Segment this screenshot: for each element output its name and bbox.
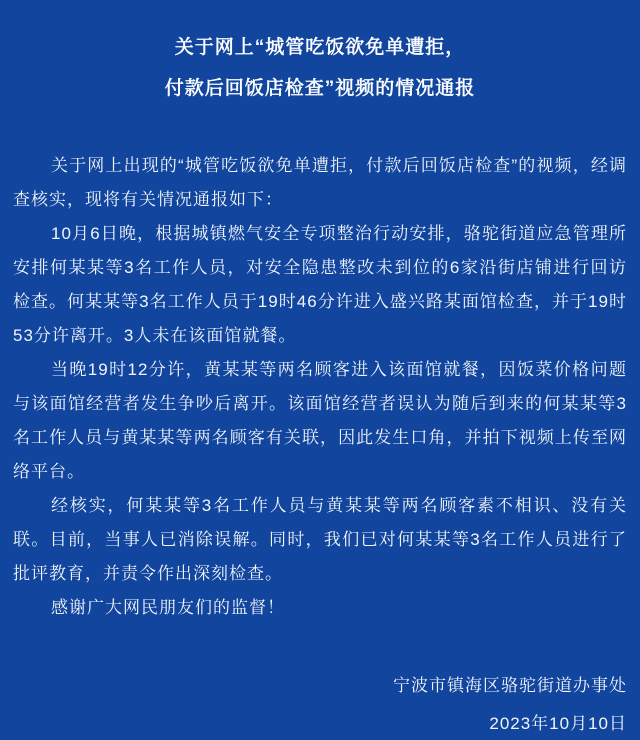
notice-title [0,0,640,109]
paragraph-inspection-details: 10月6日晚，根据城镇燃气安全专项整治行动安排，骆驼街道应急管理所安排何某某等3名工作人员，对安全隐患整改未到位的6家沿街店铺进行回访检查。何某某等3名工作人员于19时46分许进入盛兴路某面馆检查，并于19时53分许离开。3人未在该面馆就餐。 [13,224,627,345]
notice-signature [0,669,640,740]
paragraph-thanks: 感谢广大网民朋友们的监督！ [51,598,285,617]
notice-body [0,149,640,625]
paragraph-verification-result: 经核实，何某某等3名工作人员与黄某某等两名顾客素不相识、没有关联。目前，当事人已消除误解。同时，我们已对何某某等3名工作人员进行了批评教育，并责令作出深刻检查。 [13,496,627,583]
signature-issuer: 宁波市镇海区骆驼街道办事处 [393,676,627,695]
notice-title-line1: 关于网上“城管吃饭欲免单遭拒， [174,37,466,58]
signature-date: 2023年10月10日 [489,714,627,733]
paragraph-dispute-details: 当晚19时12分许，黄某某等两名顾客进入该面馆就餐，因饭菜价格问题与该面馆经营者发生争吵后离开。该面馆经营者误认为随后到来的何某某等3名工作人员与黄某某等两名顾客有关联，因此发生口角，并拍下视频上传至网络平台。 [13,360,627,481]
paragraph-intro: 关于网上出现的“城管吃饭欲免单遭拒，付款后回饭店检查”的视频，经调查核实，现将有关情况通报如下： [13,156,627,209]
notice-title-line2: 付款后回饭店检查”视频的情况通报 [164,78,476,99]
